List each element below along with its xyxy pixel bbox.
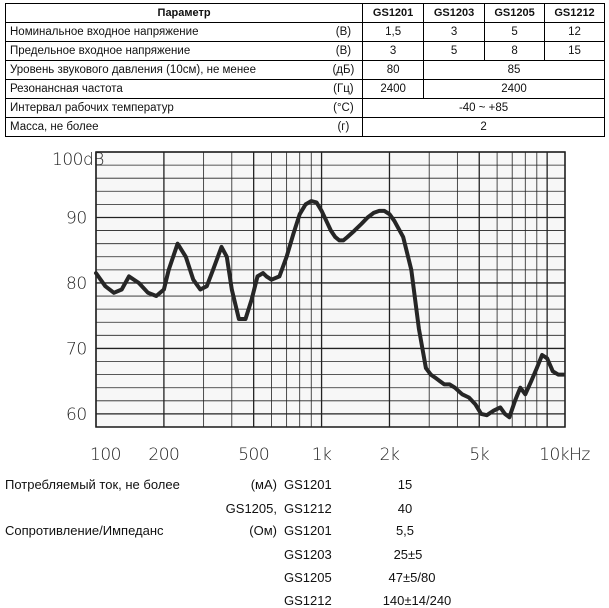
current-prefix-2: GS1205,: [225, 501, 277, 516]
header-gs1205: GS1205: [485, 4, 545, 23]
spec-param-unit: (дБ): [325, 61, 363, 80]
spec-value: 3: [424, 23, 485, 42]
current-label: Потребляемый ток, не более: [5, 477, 180, 492]
spec-value: 8: [485, 42, 545, 61]
header-gs1201: GS1201: [363, 4, 424, 23]
spec-row: [6, 42, 605, 61]
frequency-response-chart: [0, 140, 609, 470]
y-tick-label: 100dB: [52, 150, 104, 170]
spec-table: [5, 3, 605, 137]
spec-value: 1,5: [363, 23, 424, 42]
spec-param-unit: (°C): [325, 99, 363, 118]
spec-value: 2: [363, 118, 605, 137]
current-model-1: GS1201: [284, 477, 332, 492]
impedance-model-1: GS1201: [284, 523, 332, 538]
spec-value: 2400: [363, 80, 424, 99]
impedance-value-3: 47±5/80: [388, 570, 436, 585]
x-tick-label: 5k: [469, 445, 490, 465]
spec-param-name: Уровень звукового давления (10см), не менее: [6, 61, 325, 80]
impedance-value-1: 5,5: [395, 523, 415, 538]
spec-param-name: Масса, не более: [6, 118, 325, 137]
spec-row: [6, 61, 605, 80]
spec-value: 5: [485, 23, 545, 42]
spec-row: [6, 80, 605, 99]
x-tick-label: 200: [148, 445, 180, 465]
spec-param-unit: (В): [325, 23, 363, 42]
impedance-model-2: GS1203: [284, 547, 332, 562]
spec-value: 12: [545, 23, 605, 42]
header-gs1212: GS1212: [545, 4, 605, 23]
y-tick-label: 90: [66, 208, 87, 229]
impedance-model-3: GS1205: [284, 570, 332, 585]
spec-value: 2400: [424, 80, 605, 99]
header-gs1203: GS1203: [424, 4, 485, 23]
current-value-1: 15: [397, 477, 413, 492]
spec-param-name: Интервал рабочих температур: [6, 99, 325, 118]
impedance-model-4: GS1212: [284, 593, 332, 608]
x-tick-label: 100: [90, 445, 121, 465]
spec-row: [6, 23, 605, 42]
spec-header-row: [6, 4, 605, 23]
spec-param-name: Номинальное входное напряжение: [6, 23, 325, 42]
x-tick-label: 2k: [379, 445, 400, 465]
spec-value: 15: [545, 42, 605, 61]
spec-value: 5: [424, 42, 485, 61]
impedance-value-2: 25±5: [393, 547, 423, 562]
current-unit: (мА): [250, 477, 277, 492]
y-tick-label: 80: [66, 273, 87, 294]
x-tick-label: 10kHz: [539, 445, 590, 465]
current-model-2: GS1212: [284, 501, 332, 516]
spec-param-name: Резонансная частота: [6, 80, 325, 99]
spec-param-unit: (г): [325, 118, 363, 137]
x-tick-label: 500: [238, 445, 270, 465]
current-value-2: 40: [397, 501, 413, 516]
spec-param-unit: (В): [325, 42, 363, 61]
plot-area: [96, 152, 565, 427]
spec-row: [6, 99, 605, 118]
spec-param-unit: (Гц): [325, 80, 363, 99]
spec-value: 3: [363, 42, 424, 61]
electrical-specs: [0, 470, 609, 607]
impedance-unit: (Ом): [249, 523, 277, 538]
y-tick-label: 70: [66, 339, 87, 360]
spec-value: 85: [424, 61, 605, 80]
y-tick-label: 60: [66, 404, 87, 425]
spec-param-name: Предельное входное напряжение: [6, 42, 325, 61]
spec-value: -40 ~ +85: [363, 99, 605, 118]
spec-value: 80: [363, 61, 424, 80]
impedance-value-4: 140±14/240: [382, 593, 452, 608]
spec-row: [6, 118, 605, 137]
impedance-label: Сопротивление/Импеданс: [5, 523, 164, 538]
x-tick-label: 1k: [311, 445, 332, 465]
header-parameter: Параметр: [6, 4, 363, 23]
